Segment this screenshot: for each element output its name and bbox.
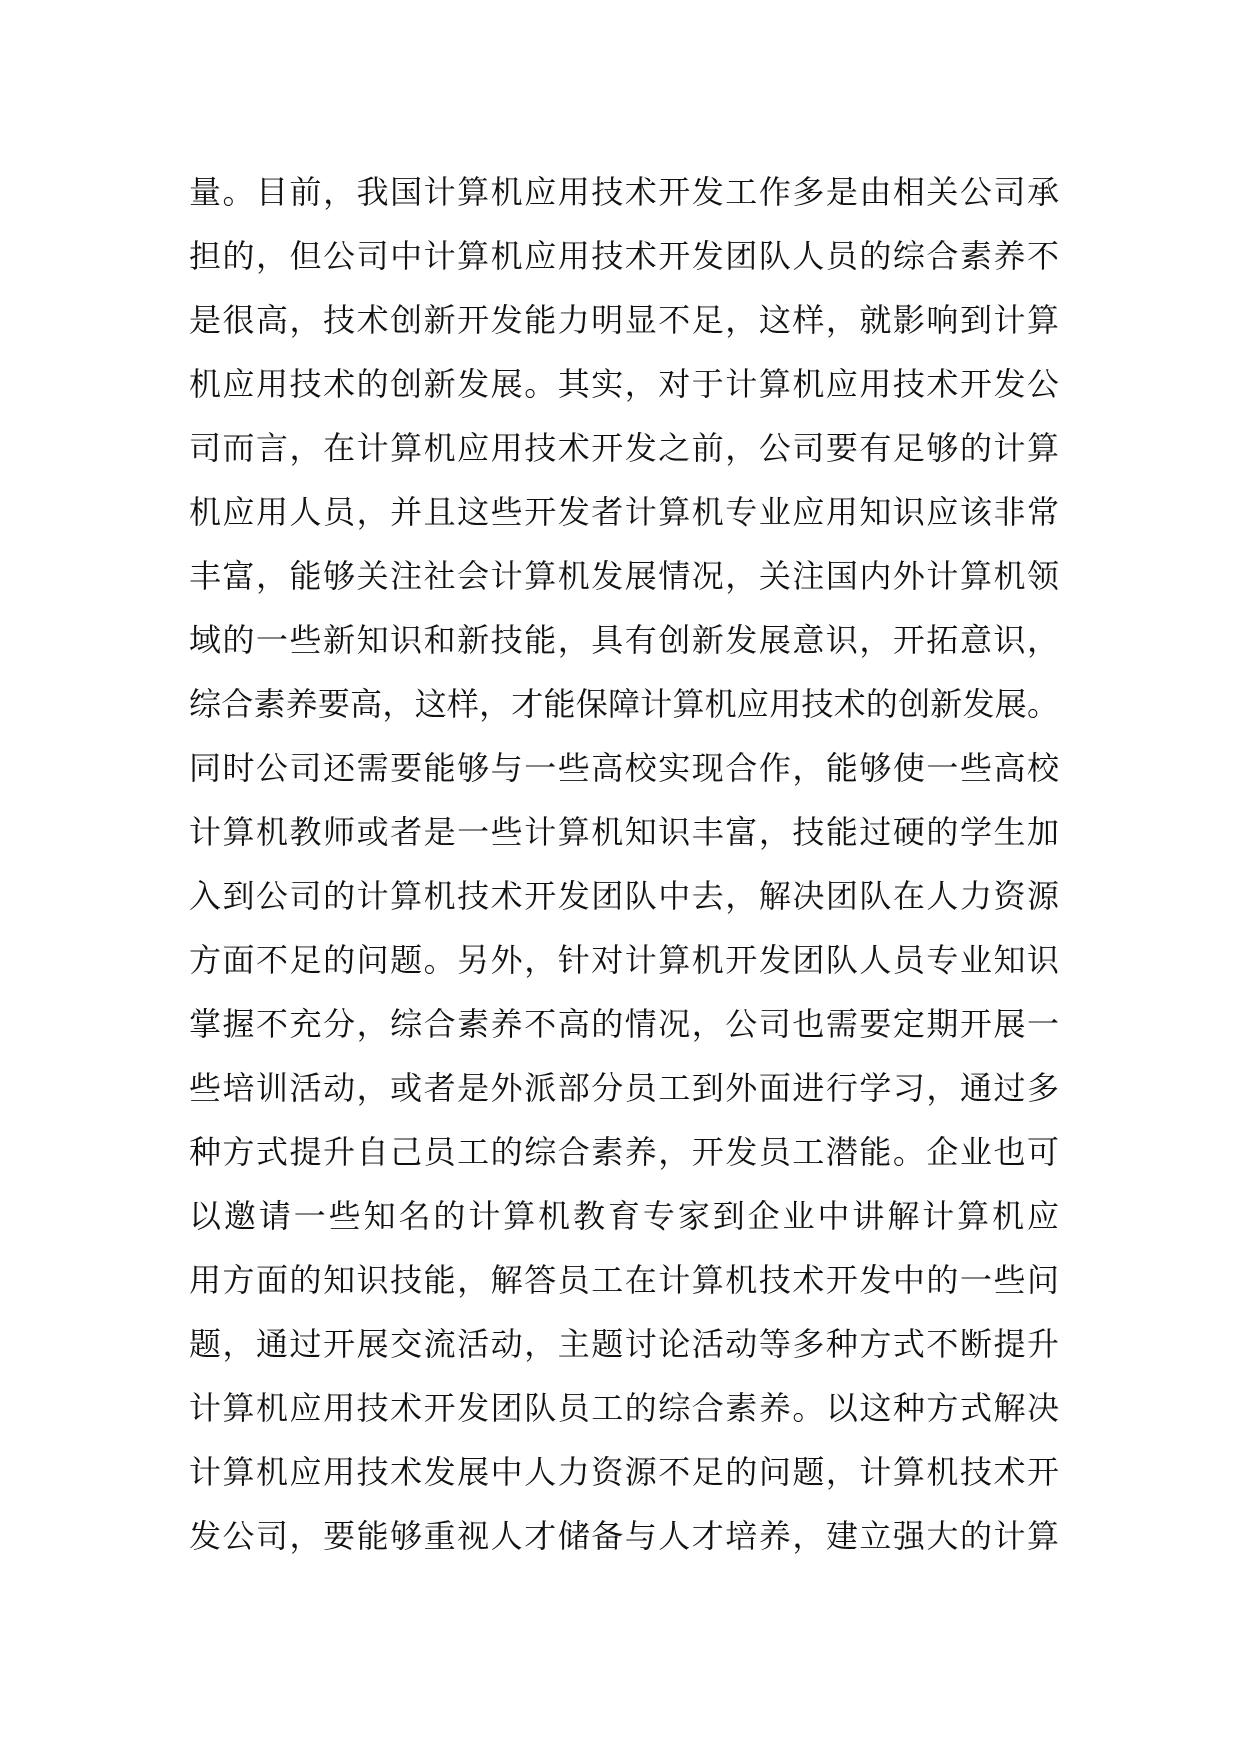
- text-line: 担的，但公司中计算机应用技术开发团队人员的综合素养不: [189, 237, 1059, 275]
- text-line: 同时公司还需要能够与一些高校实现合作，能够使一些高校: [189, 749, 1059, 787]
- text-line: 发公司，要能够重视人才储备与人才培养，建立强大的计算: [189, 1517, 1059, 1555]
- text-line: 量。目前，我国计算机应用技术开发工作多是由相关公司承: [189, 173, 1059, 211]
- text-line: 机应用人员，并且这些开发者计算机专业应用知识应该非常: [189, 493, 1059, 531]
- text-line: 方面不足的问题。另外，针对计算机开发团队人员专业知识: [189, 941, 1059, 979]
- text-line: 是很高，技术创新开发能力明显不足，这样，就影响到计算: [189, 301, 1059, 339]
- text-line: 用方面的知识技能，解答员工在计算机技术开发中的一些问: [189, 1261, 1059, 1299]
- text-line: 题，通过开展交流活动，主题讨论活动等多种方式不断提升: [189, 1325, 1059, 1363]
- text-line: 域的一些新知识和新技能，具有创新发展意识，开拓意识，: [189, 621, 1059, 659]
- text-line: 些培训活动，或者是外派部分员工到外面进行学习，通过多: [189, 1069, 1059, 1107]
- text-line: 计算机应用技术发展中人力资源不足的问题，计算机技术开: [189, 1453, 1059, 1491]
- text-line: 以邀请一些知名的计算机教育专家到企业中讲解计算机应: [189, 1197, 1059, 1235]
- text-line: 丰富，能够关注社会计算机发展情况，关注国内外计算机领: [189, 557, 1059, 595]
- text-line: 司而言，在计算机应用技术开发之前，公司要有足够的计算: [189, 429, 1059, 467]
- text-line: 种方式提升自己员工的综合素养，开发员工潜能。企业也可: [189, 1133, 1059, 1171]
- text-line: 掌握不充分，综合素养不高的情况，公司也需要定期开展一: [189, 1005, 1059, 1043]
- text-line: 计算机教师或者是一些计算机知识丰富，技能过硬的学生加: [189, 813, 1059, 851]
- body-paragraph: [189, 160, 1059, 1568]
- text-line: 机应用技术的创新发展。其实，对于计算机应用技术开发公: [189, 365, 1059, 403]
- text-line: 入到公司的计算机技术开发团队中去，解决团队在人力资源: [189, 877, 1059, 915]
- text-line: 综合素养要高，这样，才能保障计算机应用技术的创新发展。: [189, 685, 1059, 723]
- text-line: 计算机应用技术开发团队员工的综合素养。以这种方式解决: [189, 1389, 1059, 1427]
